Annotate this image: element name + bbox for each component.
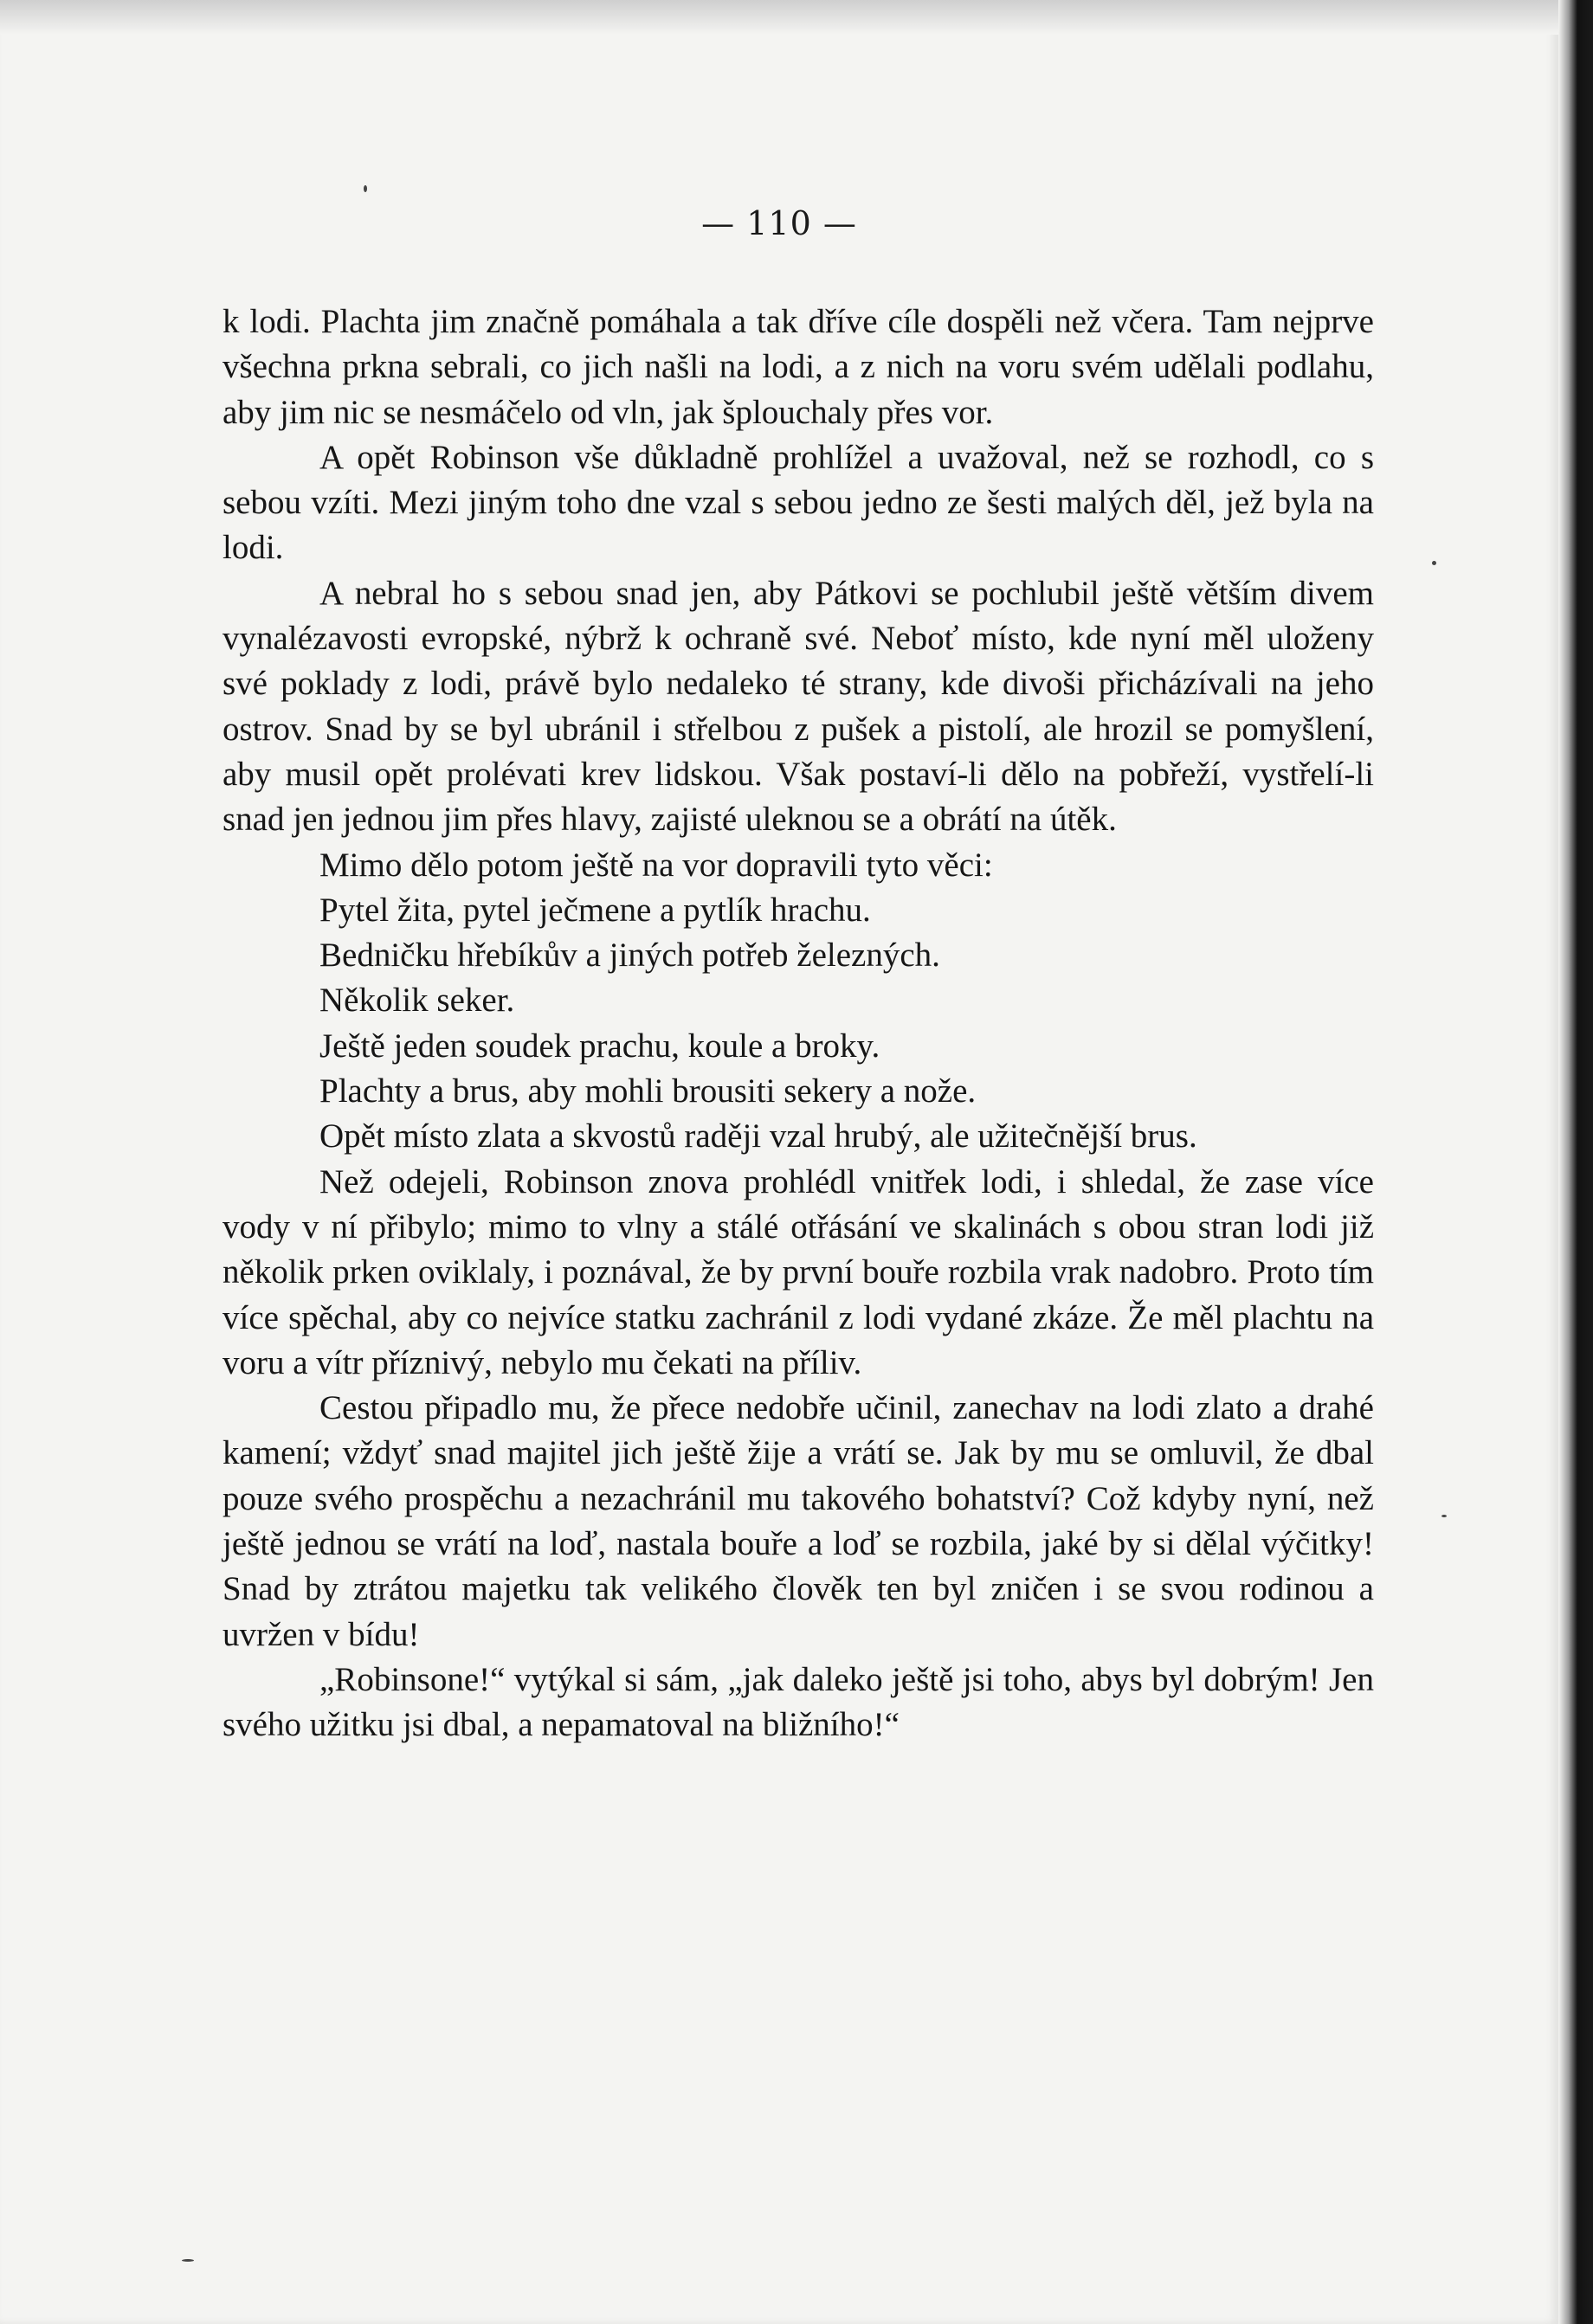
list-item: Pytel žita, pytel ječmene a pytlík hrachu. [319,891,871,929]
paragraph: Opět místo zlata a skvostů raději vzal hrubý, ale užitečnější brus. [319,1117,1197,1156]
list-item: Plachty a brus, aby mohli brousiti sekery a nože. [319,1072,977,1110]
page-number: — 110 — [701,204,857,242]
page-edge-shadow [1558,0,1593,2324]
list-item: Několik seker. [319,982,515,1020]
paragraph: A nebral ho s sebou snad jen, aby Pátkovi se pochlubil ještě větším divem vynalézavosti evropské, nýbrž k ochraně své. Neboť místo, kde nyní měl uloženy své poklady z lodi, právě bylo nedaleko té strany, kde divoši přicházívali na jeho ostrov. Snad by se byl ubránil i střelbou z pušek a pistolí, ale hrozil se pomyšlení, aby musil opět prolévati krev lidskou. Však postaví-li dělo na pobřeží, vystřelí-li snad jen jednou jim přes hlavy, zajisté uleknou se a obrátí na útěk. [223,574,1374,839]
scan-speck [364,185,367,192]
scan-speck [182,2259,194,2262]
paragraph: k lodi. Plachta jim značně pomáhala a tak dříve cíle dospěli než včera. Tam nejprve všechna prkna sebrali, co jich našli na lodi, a z nich na voru svém udělali podlahu, aby jim nic se nesmáčelo od vln, jak šplouchaly přes vor. [223,303,1374,431]
scan-top-shading [0,0,1558,35]
scan-speck [1441,1515,1447,1517]
list-item: Bedničku hřebíkův a jiných potřeb železných. [319,937,940,975]
body-text [223,299,1374,1748]
paragraph: Cestou připadlo mu, že přece nedobře učinil, zanechav na lodi zlato a drahé kamení; vždyť snad majitel jich ještě žije a vrátí se. Jak by mu se omluvil, že dbal pouze svého prospěchu a nezachránil mu takového bohatství? Což kdyby nyní, než ještě jednou se vrátí na loď, nastala bouře a loď se rozbila, jaké by si dělal výčitky! Snad by ztrátou majetku tak velikého člověk ten byl zničen i se svou rodinou a uvržen v bídu! [223,1389,1374,1653]
paragraph: Než odejeli, Robinson znova prohlédl vnitřek lodi, i shledal, že zase více vody v ní přibylo; mimo to vlny a stálé otřásání ve skalinách s obou stran lodi již několik prken oviklaly, i poznával, že by první bouře rozbila vrak nadobro. Proto tím více spěchal, aby co nejvíce statku zachránil z lodi vydané zkáze. Že měl plachtu na voru a vítr příznivý, nebylo mu čekati na příliv. [223,1162,1374,1381]
scan-speck [1432,561,1436,565]
list-intro: Mimo dělo potom ještě na vor dopravili tyto věci: [319,846,993,884]
paragraph: „Robinsone!“ vytýkal si sám, „jak daleko ještě jsi toho, abys byl dobrým! Jen svého užitku jsi dbal, a nepamatoval na bližního!“ [223,1660,1374,1744]
paragraph: A opět Robinson vše důkladně prohlížel a uvažoval, než se rozhodl, co s sebou vzíti. Mezi jiným toho dne vzal s sebou jedno ze šesti malých děl, jež byla na lodi. [223,438,1374,567]
list-item: Ještě jeden soudek prachu, koule a broky. [319,1027,880,1065]
